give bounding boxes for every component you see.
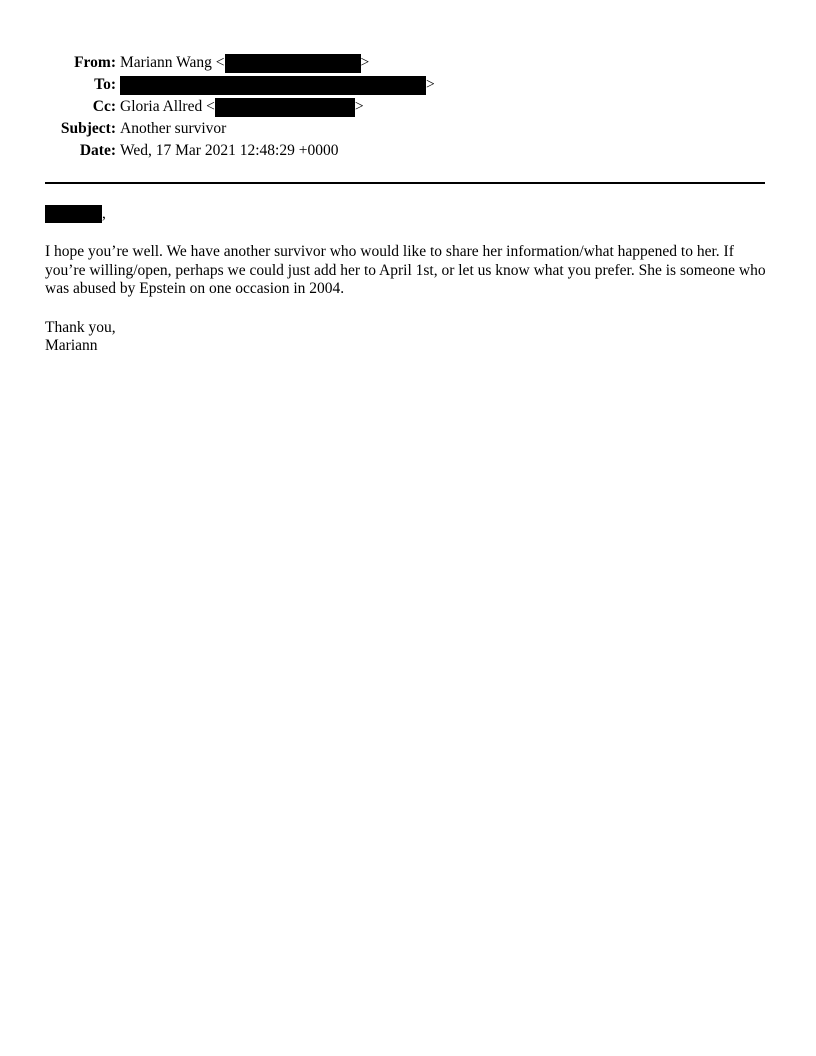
from-close-bracket: > <box>360 54 370 71</box>
cc-label: Cc: <box>92 98 116 115</box>
date-value: Wed, 17 Mar 2021 12:48:29 +0000 <box>120 142 339 159</box>
to-row <box>40 74 435 96</box>
from-open-bracket: < <box>215 54 225 71</box>
cc-open-bracket: < <box>206 98 215 115</box>
from-value <box>120 54 369 73</box>
to-label: To: <box>94 76 116 93</box>
date-row <box>40 140 435 162</box>
email-header <box>40 52 435 162</box>
cc-value <box>120 98 364 117</box>
to-recipient-redaction <box>120 76 426 95</box>
cc-close-bracket: > <box>354 98 364 115</box>
from-name: Mariann Wang <box>120 54 212 71</box>
cc-email-redaction <box>215 98 355 117</box>
greeting-line <box>45 203 767 223</box>
date-label: Date: <box>79 142 116 159</box>
subject-label: Subject: <box>60 120 116 137</box>
cc-row <box>40 96 435 118</box>
to-close-bracket: > <box>426 76 435 93</box>
to-value <box>120 76 435 95</box>
closing-block <box>45 319 767 356</box>
message-paragraph: I hope you’re well. We have another survivor who would like to share her information/what happened to her. If you’re willing/open, perhaps we could just add her to April 1st, or let us know what you prefer. She is someone who was abused by Epstein on one occasion in 2004. <box>45 243 766 297</box>
signoff-text: Thank you, <box>45 318 116 336</box>
signature-text: Mariann <box>45 337 98 354</box>
subject-value: Another survivor <box>120 120 227 137</box>
greeting-comma: , <box>102 204 106 222</box>
from-label: From: <box>74 54 116 71</box>
message-body <box>45 203 767 356</box>
from-row <box>40 52 435 74</box>
recipient-name-redaction <box>45 205 102 223</box>
from-email-redaction <box>225 54 361 73</box>
cc-name: Gloria Allred <box>120 98 203 115</box>
subject-row <box>40 118 435 140</box>
header-divider <box>45 182 765 184</box>
